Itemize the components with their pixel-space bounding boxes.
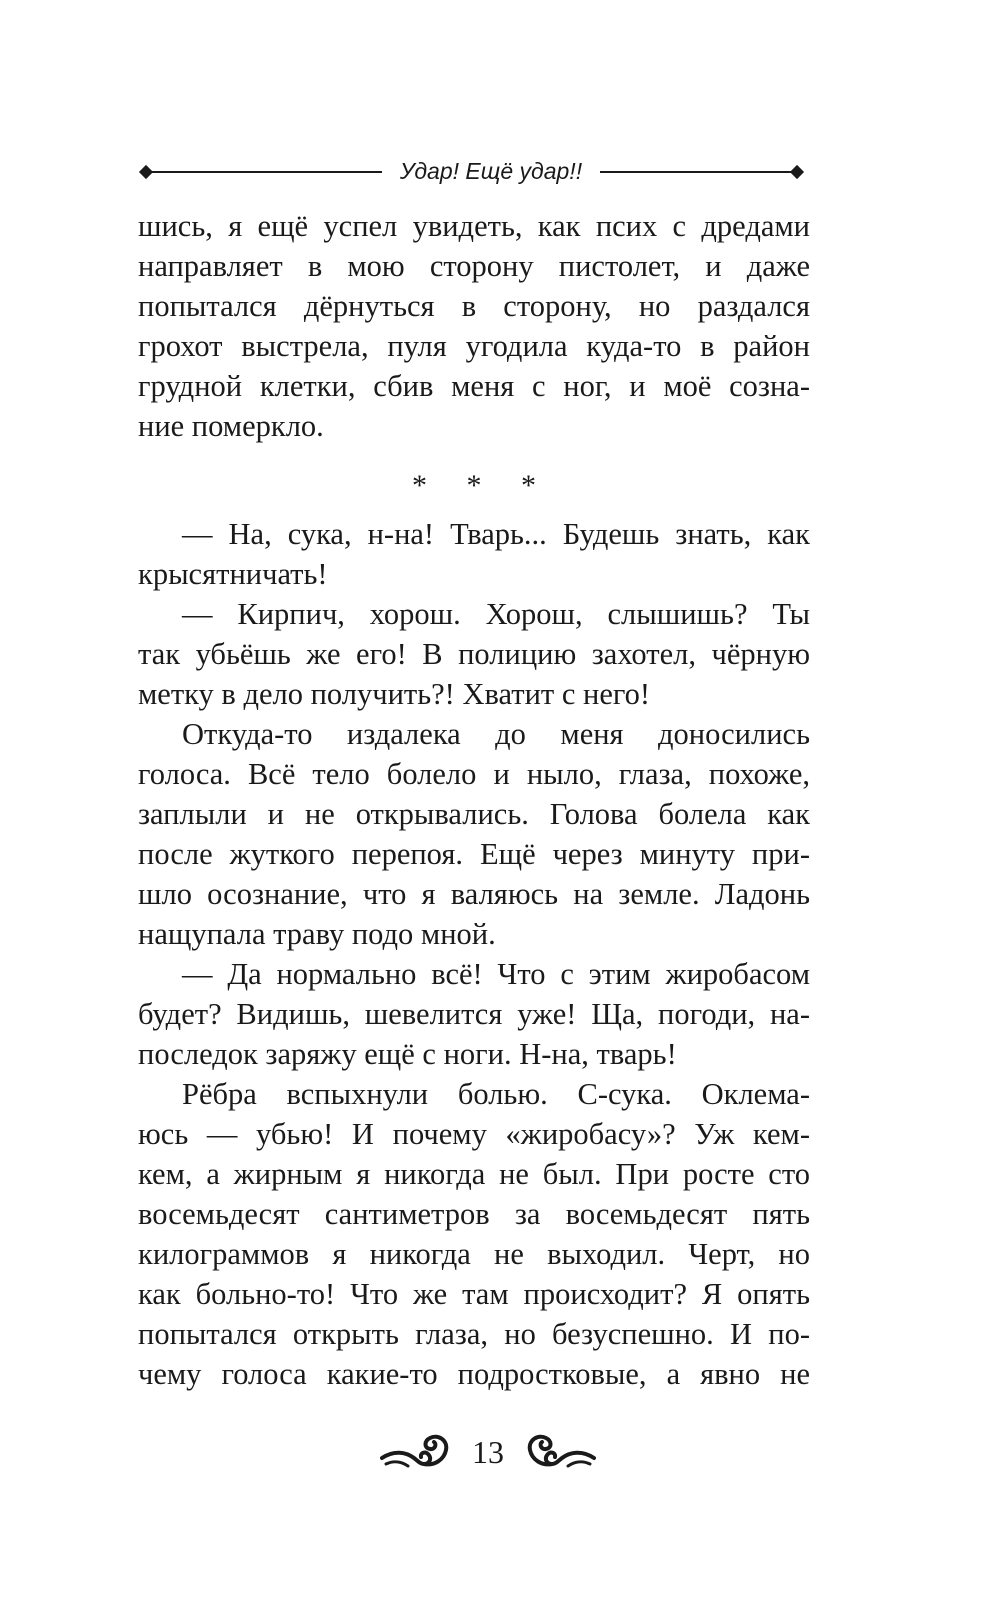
- scroll-ornament-icon: [524, 1430, 596, 1474]
- text-line: так убьёшь же его! В полицию захотел, чёрную: [138, 637, 810, 671]
- rule-divider: [146, 171, 382, 173]
- text-line: направляет в мою сторону пистолет, и даже: [138, 249, 810, 283]
- rule-divider: [600, 171, 792, 173]
- text-line: — Кирпич, хорош. Хорош, слышишь? Ты: [182, 597, 810, 631]
- text-line: шись, я ещё успел увидеть, как псих с дредами: [138, 209, 810, 243]
- scroll-ornament-icon: [380, 1430, 452, 1474]
- text-line: крысятничать!: [138, 557, 328, 591]
- text-line: последок заряжу ещё с ноги. Н-на, тварь!: [138, 1037, 677, 1071]
- text-line: юсь — убью! И почему «жиробасу»? Уж кем-: [138, 1117, 810, 1151]
- text-line: нащупала траву подо мной.: [138, 917, 496, 951]
- text-block-before-break: [138, 206, 810, 446]
- section-break: * * *: [412, 469, 552, 502]
- text-line: метку в дело получить?! Хватит с него!: [138, 677, 651, 711]
- running-head-title: Удар! Ещё удар!!: [399, 158, 583, 184]
- text-line: Рёбра вспыхнули болью. С-сука. Оклема-: [182, 1077, 810, 1111]
- text-line: — Да нормально всё! Что с этим жиробасом: [182, 957, 810, 991]
- text-line: ние померкло.: [138, 409, 324, 443]
- text-line: Откуда-то издалека до меня доносились: [182, 717, 810, 751]
- text-line: грохот выстрела, пуля угодила куда-то в район: [138, 329, 810, 363]
- text-line: килограммов я никогда не выходил. Черт, но: [138, 1237, 810, 1271]
- text-line: попытался открыть глаза, но безуспешно. И по-: [138, 1317, 810, 1351]
- paragraph: [138, 206, 810, 446]
- text-line: голоса. Всё тело болело и ныло, глаза, похоже,: [138, 757, 810, 791]
- running-head: [138, 156, 810, 186]
- text-line: грудной клетки, сбив меня с ног, и моё созна-: [138, 369, 810, 403]
- text-line: после жуткого перепоя. Ещё через минуту при-: [138, 837, 810, 871]
- paragraph: [138, 514, 810, 594]
- page-number: 13: [472, 1434, 504, 1470]
- text-line: — На, сука, н-на! Тварь... Будешь знать, как: [182, 517, 810, 551]
- text-line: кем, а жирным я никогда не был. При росте сто: [138, 1157, 810, 1191]
- diamond-icon: [790, 165, 804, 179]
- folio: [380, 1424, 596, 1484]
- text-line: шло осознание, что я валяюсь на земле. Ладонь: [138, 877, 810, 911]
- text-line: восемьдесят сантиметров за восемьдесят пять: [138, 1197, 810, 1231]
- paragraph: [138, 1074, 810, 1394]
- text-line: чему голоса какие-то подростковые, а явно не: [138, 1357, 810, 1391]
- paragraph: [138, 714, 810, 954]
- text-line: попытался дёрнуться в сторону, но раздался: [138, 289, 810, 323]
- paragraph: [138, 594, 810, 714]
- text-block-after-break: [138, 514, 810, 1394]
- paragraph: [138, 954, 810, 1074]
- text-line: как больно-то! Что же там происходит? Я опять: [138, 1277, 810, 1311]
- text-line: заплыли и не открывались. Голова болела как: [138, 797, 810, 831]
- text-line: будет? Видишь, шевелится уже! Ща, погоди, на-: [138, 997, 810, 1031]
